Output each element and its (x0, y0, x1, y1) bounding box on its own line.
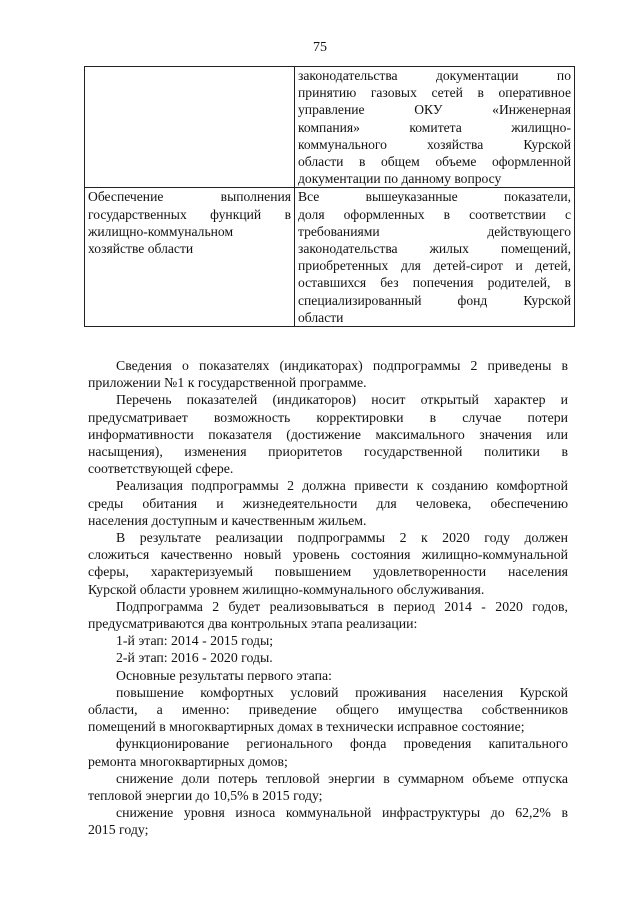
paragraph-line: 2015 году; (88, 822, 149, 838)
body-text (88, 357, 568, 839)
paragraph-line: Курской области уровнем жилищно-коммунального обслуживания. (88, 581, 485, 597)
table-cell-activity (85, 67, 295, 188)
table-cell-indicator (295, 188, 575, 327)
paragraph (88, 804, 568, 838)
paragraph-line: приложении №1 к государственной программе. (88, 375, 367, 391)
paragraph-line: снижение доли потерь тепловой энергии в суммарном объеме отпуска (116, 770, 568, 786)
paragraph-line: Основные результаты первого этапа: (116, 667, 332, 683)
paragraph-line: В результате реализации подпрограммы 2 к 2020 году должен (116, 530, 568, 546)
paragraph (88, 357, 568, 391)
paragraph (88, 649, 568, 666)
indicators-table (84, 66, 575, 327)
paragraph-line: Перечень показателей (индикаторов) носит открытый характер и (116, 392, 568, 408)
paragraph-line: насыщения), изменения приоритетов государственной политики в (88, 444, 568, 460)
cell-text-line: коммунального хозяйства Курской (298, 136, 571, 152)
paragraph (88, 667, 568, 684)
paragraph-line: Подпрограмма 2 будет реализовываться в период 2014 - 2020 годов, (116, 598, 568, 614)
paragraph-line: сложиться качественно новый уровень состояния жилищно-коммунальной (88, 547, 568, 563)
paragraph (88, 770, 568, 804)
paragraph (88, 477, 568, 529)
paragraph (88, 391, 568, 477)
paragraph-line: информативности показателя (достижение максимального значения или (88, 426, 568, 442)
cell-text-line: документации по данному вопросу (298, 171, 502, 187)
table-cell-activity (85, 188, 295, 327)
cell-text-line: хозяйстве области (88, 241, 194, 257)
paragraph-line: ремонта многоквартирных домов; (88, 753, 288, 769)
cell-text-line: компания» комитета жилищно- (298, 119, 571, 135)
cell-text-line: доля оформленных в соответствии с (298, 206, 571, 222)
cell-text-line: законодательства документации по (298, 68, 571, 83)
cell-text-line: области (298, 309, 344, 325)
paragraph-line: функционирование регионального фонда проведения капитального (116, 736, 568, 752)
paragraph-line: соответствующей сфере. (88, 461, 234, 477)
cell-text-line: требованиями действующего (298, 223, 571, 239)
paragraph (88, 598, 568, 632)
paragraph-line: среды обитания и жизнедеятельности для человека, обеспечению (88, 495, 568, 511)
paragraph-line: снижение уровня износа коммунальной инфраструктуры до 62,2% в (116, 805, 568, 821)
paragraph-line: 2-й этап: 2016 - 2020 годы. (116, 650, 273, 666)
cell-text-line: приобретенных для детей-сирот и детей, (298, 258, 571, 274)
cell-text-line: законодательства жилых помещений, (298, 241, 571, 257)
cell-text-line: Все вышеуказанные показатели, (298, 189, 571, 205)
cell-text-line: оставшихся без попечения родителей, в (298, 275, 571, 291)
cell-text-line: специализированный фонд Курской (298, 292, 571, 308)
paragraph-line: помещений в многоквартирных домах в технически исправное состояние; (88, 719, 525, 735)
cell-text-line: Обеспечение выполнения (88, 189, 291, 205)
paragraph (88, 684, 568, 736)
page-number: 75 (313, 40, 327, 55)
paragraph (88, 632, 568, 649)
table-cell-indicator (295, 67, 575, 188)
paragraph-line: области, а именно: приведение общего имущества собственников (88, 702, 568, 718)
paragraph-line: 1-й этап: 2014 - 2015 годы; (116, 633, 274, 649)
paragraph-line: Реализация подпрограммы 2 должна привести к созданию комфортной (116, 478, 568, 494)
table-row (85, 67, 575, 188)
paragraph-line: населения доступным и качественным жильем. (88, 512, 367, 528)
cell-text-line: управление ОКУ «Инженерная (298, 102, 571, 118)
paragraph-line: Сведения о показателях (индикаторах) подпрограммы 2 приведены в (116, 358, 568, 373)
paragraph (88, 529, 568, 598)
paragraph (88, 735, 568, 769)
cell-text-line: области в общем объеме оформленной (298, 154, 571, 170)
cell-text-line: жилищно-коммунальном (88, 223, 234, 239)
paragraph-line: тепловой энергии до 10,5% в 2015 году; (88, 788, 323, 804)
paragraph-line: сферы, характеризуемый повышением удовлетворенности населения (88, 564, 568, 580)
cell-text-line: государственных функций в (88, 206, 291, 222)
paragraph-line: повышение комфортных условий проживания населения Курской (116, 684, 568, 700)
table-row (85, 188, 575, 327)
paragraph-line: предусматриваются два контрольных этапа реализации: (88, 616, 418, 632)
cell-text-line: принятию газовых сетей в оперативное (298, 85, 571, 101)
paragraph-line: предусматривает возможность корректировки в случае потери (88, 409, 568, 425)
